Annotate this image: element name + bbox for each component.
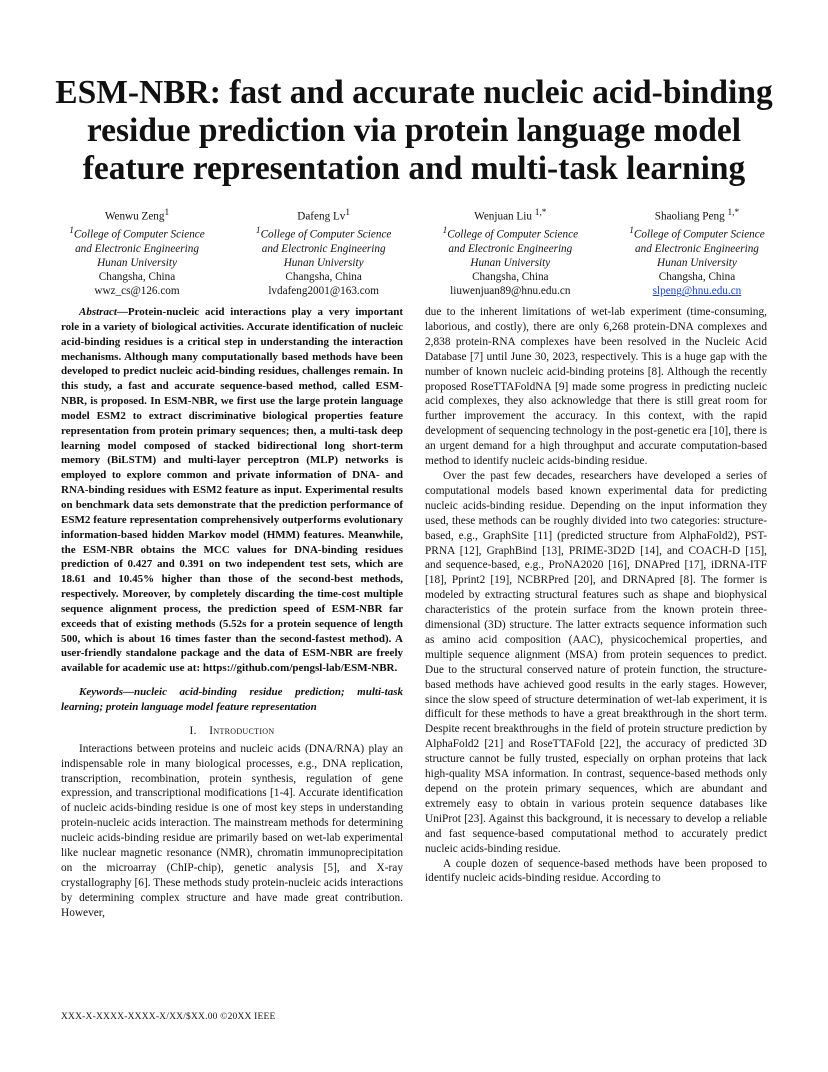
intro-paragraph: Interactions between proteins and nucleic acids (DNA/RNA) play an indispensable role in many biological processes, e.g., DNA replication, transcription, recombination, protein synthesis, regulation of gene expression, and transcriptional modifications [1-4]. Accurate identification of nucleic acids-binding residue is one of most key steps in understanding protein-nucleic acids interaction. The mainstream methods for determining nucleic acids-binding residue are primarily based on wet-lab experimental like nuclear magnetic resonance (NMR), chromatin immunoprecipitation on the microarray (ChIP-chip), genetic analysis [5], and X-ray crystallography [6]. These methods study protein-nucleic acids interactions by determining complex structure and have made great contribution. However, <box>61 742 403 919</box>
author-name: Wenjuan Liu $^{1,*}$ <box>474 208 547 223</box>
author-department: and Electronic Engineering <box>448 242 573 255</box>
author-2 <box>243 206 405 299</box>
author-affiliation: $^1$College of Computer Science <box>442 225 579 241</box>
author-university: Hunan University <box>283 257 364 270</box>
abstract-label: Abstract <box>79 306 117 318</box>
author-affiliation: $^1$College of Computer Science <box>255 225 392 241</box>
abstract-text: Protein-nucleic acid interactions play a very important role in a variety of biological activities. Accurate identification of nucleic acid-binding residues is a critical step in understanding the interaction mechanisms. Although many computationally based methods have been developed to predict nucleic acid-binding residues, challenges remain. In this study, a fast and accurate sequence-based method, called ESM-NBR, is proposed. In ESM-NBR, we first use the large protein language model ESM2 to extract discriminative biological properties feature representation from protein primary sequences; then, a multi-task deep learning model composed of stacked bidirectional long short-term memory (BiLSTM) and multi-layer perceptron (MLP) networks is employed to explore common and private information of DNA- and RNA-binding residues with ESM2 feature as input. Experimental results on benchmark data sets demonstrate that the prediction performance of ESM2 feature representation comprehensively outperforms evolutionary information-based hidden Markov model (HMM) features. Meanwhile, the ESM-NBR obtains the MCC values for DNA-binding residues prediction of 0.427 and 0.391 on two independent test sets, which are 18.61 and 10.45% higher than those of the second-best methods, respectively. Moreover, by completely discarding the time-cost multiple sequence alignment process, the prediction speed of ESM-NBR far exceeds that of existing methods (5.52s for a protein sequence of length 500, which is about 16 times faster than the second-fastest method). A user-friendly standalone package and the data of ESM-NBR are freely available for academic use at: https://github.com/pengsl-lab/ESM-NBR. <box>61 306 403 675</box>
body-paragraph: Over the past few decades, researchers have developed a series of computational models based known experimental data for predicting nucleic acids-binding residue. Depending on the input information they used, these methods can be roughly divided into two categories: structure-based, e.g., GraphSite [11] (predicted structure from AlphaFold2), PST-PRNA [12], GraphBind [13], PRIME-3D2D [14], and COACH-D [15], and sequence-based, e.g., ProNA2020 [16], DNAPred [17], iDRNA-ITF [18], Pprint2 [19], NCBRPred [20], and DRNApred [8]. The former is modeled by extracting structural features such as shape and biophysical characteristics of the protein surface from the known protein three-dimensional (3D) structure. The latter extracts sequence information such as amino acid composition (AAC), physicochemical properties, and multiple sequence alignment (MSA) from protein sequences to predict. Due to the structural conserved nature of protein function, the structure-based methods have achieved good results in the early stages. However, since the slow speed of structure determination of wet-lab experiment, it is difficult for these methods to have a great breakthrough in the short term. Despite recent breakthroughs in the field of protein structure prediction by AlphaFold2 [21] and RoseTTAFold [22], the accuracy of predicted 3D structure cannot be fully trusted, especially on orphan proteins that lack high-quality MSA information. In contrast, sequence-based methods only depend on the protein primary sequences, which are abundant and extremely easy to obtain in various protein sequence databases like UniProt [23]. Against this background, it is necessary to develop a reliable and fast sequence-based computational method to accurately predict nucleic acids-binding residue. <box>425 469 767 855</box>
author-city: Changsha, China <box>285 271 362 284</box>
author-3 <box>429 206 591 299</box>
author-city: Changsha, China <box>98 271 176 284</box>
body-paragraph: due to the inherent limitations of wet-lab experiment (time-consuming, laborious, and costly), there are only 6,268 protein-DNA complexes and 2,838 protein-RNA complexes have been resolved in the Nucleic Acid Database [7] until June 30, 2023, respectively. This is a huge gap with the number of known nucleic acid-binding proteins [8]. Although the recently proposed RoseTTAFoldNA [9] made some progress in predicting nucleic acid complexes, they also acknowledge that there is still great room for further improvement the accuracy. In this context, with the rapid development of sequencing technology in the post-genetic era [10], there is an urgent demand for a high throughput and accurate computation-based method to identify nucleic acids-binding residue. <box>425 306 767 468</box>
author-email: wwz_cs@126.com <box>94 285 180 298</box>
author-department: and Electronic Engineering <box>75 242 199 255</box>
author-email: lvdafeng2001@163.com <box>268 285 379 298</box>
author-affiliation: $^1$College of Computer Science <box>629 225 765 241</box>
author-4 <box>616 206 778 299</box>
right-column <box>425 305 767 886</box>
author-name: Dafeng Lv$^1$ <box>297 208 351 223</box>
author-city: Changsha, China <box>472 271 549 284</box>
author-university: Hunan University <box>657 257 737 270</box>
author-city: Changsha, China <box>658 271 736 284</box>
keywords: Keywords—nucleic acid-binding residue prediction; multi-task learning; protein language model feature representation <box>61 686 403 713</box>
author-university: Hunan University <box>97 257 177 270</box>
author-email: liuwenjuan89@hnu.edu.cn <box>450 285 571 298</box>
author-name: Shaoliang Peng $^{1,*}$ <box>654 208 740 223</box>
author-university: Hunan University <box>470 257 551 270</box>
paper-title: ESM-NBR: fast and accurate nucleic acid-binding residue prediction via protein language model feature representation and multi-task learning <box>55 74 773 187</box>
author-department: and Electronic Engineering <box>635 242 759 255</box>
author-department: and Electronic Engineering <box>261 242 386 255</box>
author-1 <box>56 206 218 299</box>
section-heading: I. Introduction <box>189 724 275 737</box>
left-column <box>61 305 403 921</box>
author-affiliation: $^1$College of Computer Science <box>69 225 205 241</box>
body-paragraph: A couple dozen of sequence-based methods have been proposed to identify nucleic acids-binding residue. According to <box>425 857 767 885</box>
author-email-link[interactable]: slpeng@hnu.edu.cn <box>652 285 742 298</box>
abstract: Abstract—Protein-nucleic acid interactions play a very important role in a variety of biological activities. Accurate identification of nucleic acid-binding residues is a critical step in understanding the interaction mechanisms. Although many computationally based methods have been developed to predict nucleic acid-binding residues, challenges remain. In this study, a fast and accurate sequence-based method, called ESM-NBR, is proposed. In ESM-NBR, we first use the large protein language model ESM2 to extract discriminative biological properties feature representation from protein primary sequences; then, a multi-task deep learning model composed of stacked bidirectional long short-term memory (BiLSTM) and multi-layer perceptron (MLP) networks is employed to explore common and private information of DNA- and RNA-binding residues with ESM2 feature as input. Experimental results on benchmark data sets demonstrate that the prediction performance of ESM2 feature representation comprehensively outperforms evolutionary information-based hidden Markov model (HMM) features. Meanwhile, the ESM-NBR obtains the MCC values for DNA-binding residues prediction of 0.427 and 0.391 on two independent test sets, which are 18.61 and 10.45% higher than those of the second-best methods, respectively. Moreover, by completely discarding the time-cost multiple sequence alignment process, the prediction speed of ESM-NBR far exceeds that of existing methods (5.52s for a protein sequence of length 500, which is about 16 times faster than the second-fastest method). A user-friendly standalone package and the data of ESM-NBR are freely available for academic use at: https://github.com/pengsl-lab/ESM-NBR. <box>61 306 403 675</box>
author-name: Wenwu Zeng$^1$ <box>104 208 170 223</box>
author-block <box>56 206 778 299</box>
copyright-footer: XXX-X-XXXX-XXXX-X/XX/$XX.00 ©20XX IEEE <box>61 1012 276 1022</box>
